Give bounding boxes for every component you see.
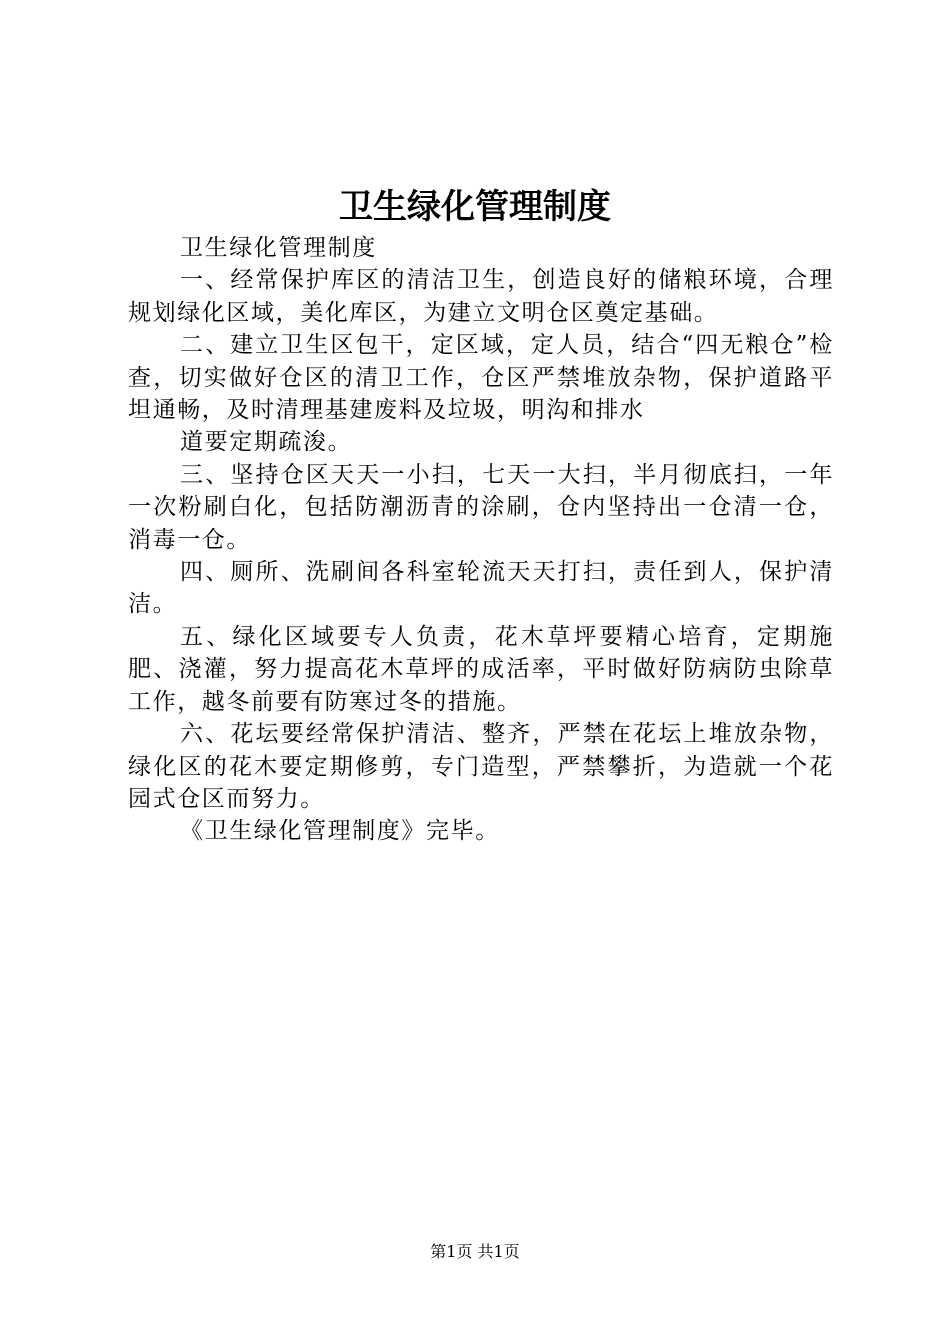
paragraph-2: 二、建立卫生区包干，定区域，定人员，结合“四无粮仓”检查，切实做好仓区的清卫工作，仓区严禁堆放杂物，保护道路平坦通畅，及时清理基建废料及垃圾，明沟和排水 bbox=[128, 332, 834, 424]
page-number-footer: 第1页 共1页 bbox=[430, 1242, 520, 1261]
paragraph-4: 四、厕所、洗刷间各科室轮流天天打扫，责任到人，保护清洁。 bbox=[128, 559, 834, 618]
paragraph-closing: 《卫生绿化管理制度》完毕。 bbox=[180, 818, 500, 845]
paragraph-3: 三、坚持仓区天天一小扫，七天一大扫，半月彻底扫，一年一次粉刷白化，包括防潮沥青的涂刷，仓内坚持出一仓清一仓，消毒一仓。 bbox=[128, 461, 834, 553]
paragraph-1: 一、经常保护库区的清洁卫生，创造良好的储粮环境，合理规划绿化区域，美化库区，为建立文明仓区奠定基础。 bbox=[128, 267, 834, 326]
paragraph-6: 六、花坛要经常保护清洁、整齐，严禁在花坛上堆放杂物，绿化区的花木要定期修剪，专门造型，严禁攀折，为造就一个花园式仓区而努力。 bbox=[128, 721, 834, 812]
document-body bbox=[128, 232, 834, 848]
paragraph-5: 五、绿化区域要专人负责，花木草坪要精心培育，定期施肥、浇灌，努力提高花木草坪的成活率，平时做好防病防虫除草工作，越冬前要有防寒过冬的措施。 bbox=[128, 623, 834, 715]
paragraph-2-continued: 道要定期疏浚。 bbox=[180, 429, 353, 456]
document-title: 卫生绿化管理制度 bbox=[339, 187, 611, 227]
paragraph-subtitle: 卫生绿化管理制度 bbox=[180, 235, 377, 261]
